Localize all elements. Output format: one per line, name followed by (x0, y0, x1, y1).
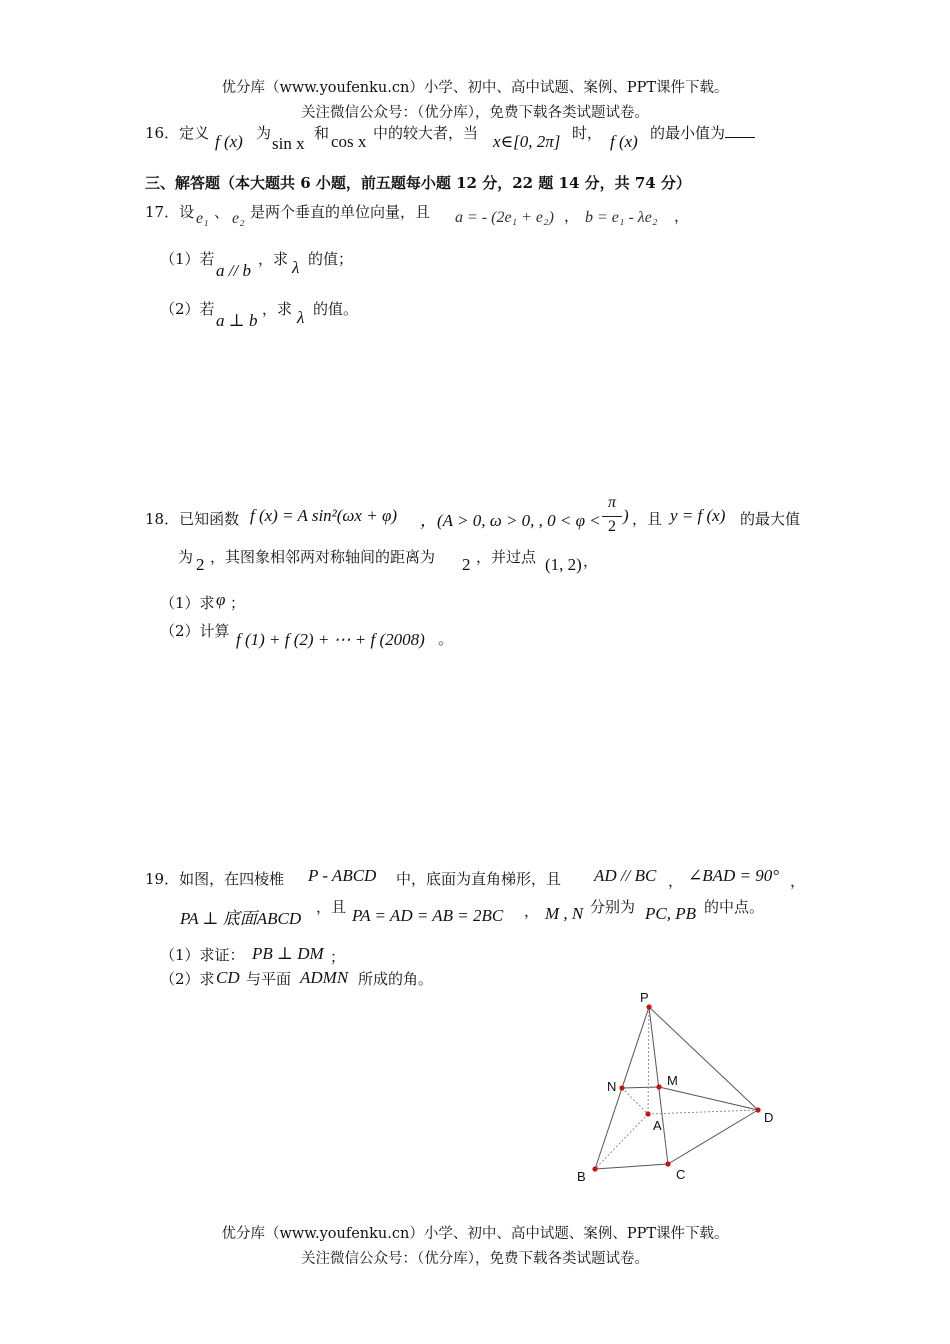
q17-part2-lambda: λ (297, 308, 305, 327)
q19-mn: M , N (545, 904, 584, 923)
point-m (656, 1084, 661, 1089)
q17-part1-end: 的值； (308, 250, 354, 268)
section-3-title: 三、解答题（本大题共 6 小题，前五题每小题 12 分，22 题 14 分，共 74 分） (145, 174, 691, 192)
label-a: A (653, 1118, 662, 1133)
q18-text-wei: 为 (178, 548, 194, 566)
label-b: B (577, 1169, 586, 1184)
q17-part2-cond: a ⊥ b (216, 311, 258, 330)
pyramid-figure (560, 985, 800, 1190)
q18-text-max: 的最大值 (740, 510, 801, 528)
point-c (665, 1161, 670, 1166)
q19-part1-label: （1）求证： (160, 946, 245, 964)
q18-part2-end: 。 (438, 630, 454, 648)
q19-number: 19．如图，在四棱椎 (145, 870, 285, 888)
q17-part2-label: （2）若 (160, 300, 215, 318)
q17-desc: 是两个垂直的单位向量，且 (250, 203, 431, 221)
q19-pyramid: P - ABCD (308, 866, 377, 885)
q16-range: x∈[0, 2π] (493, 132, 561, 151)
point-d (755, 1107, 760, 1112)
q16-fx: f (x) (215, 132, 243, 151)
q16-number: 16．定义 (145, 124, 210, 142)
q19-part2-label: （2）求 (160, 970, 215, 988)
q18-part2-expr: f (1) + f (2) + ⋯ + f (2008) (236, 630, 425, 649)
q18-function: f (x) = A sin²(ωx + φ) (250, 506, 398, 525)
q19-perpendicular: PA ⊥ 底面ABCD (180, 909, 302, 928)
q17-number: 17．设 (145, 203, 195, 221)
footer-line-1: 优分库（www.youfenku.cn）小学、初中、高中试题、案例、PPT课件下载。 (221, 1226, 729, 1242)
q18-text-distance: ，其图象相邻两对称轴间的距离为 (210, 548, 436, 566)
label-c: C (676, 1167, 686, 1182)
q19-part2-plane: ADMN (300, 968, 349, 987)
q16-cosx: cos x (331, 132, 367, 151)
q19-pcpb: PC, PB (645, 904, 696, 923)
q16-sinx: sin x (272, 134, 305, 153)
q19-sep-2: ， (790, 872, 806, 890)
q18-two: 2 (608, 518, 616, 535)
point-n (619, 1085, 624, 1090)
q16-text-mid: 中的较大者，当 (373, 124, 479, 142)
edge-pd (649, 1007, 758, 1110)
q18-number: 18．已知函数 (145, 510, 240, 528)
q17-e2: e₂ (232, 210, 245, 227)
label-p: P (640, 990, 649, 1005)
header-line-1: 优分库（www.youfenku.cn）小学、初中、高中试题、案例、PPT课件下载。 (221, 80, 729, 96)
q17-part2-end: 的值。 (313, 300, 359, 318)
q19-text-qie: ，且 (316, 898, 347, 916)
label-m: M (667, 1073, 678, 1088)
q19-text-fen: 分别为 (590, 898, 636, 916)
header-line-2: 关注微信公众号：（优分库），免费下载各类试题试卷。 (301, 105, 649, 121)
q18-yfx: y = f (x) (670, 506, 726, 525)
q17-sep: ， (564, 207, 580, 225)
point-a (645, 1111, 650, 1116)
q17-sep-2: ， (674, 207, 690, 225)
edge-cd (668, 1110, 758, 1164)
point-b (592, 1166, 597, 1171)
edge-pa-hidden (648, 1007, 649, 1114)
q18-text-qie: ，且 (632, 510, 663, 528)
segment-nm (622, 1087, 659, 1088)
q19-text-1: 中，底面为直角梯形，且 (396, 870, 562, 888)
q17-part1-lambda: λ (292, 258, 300, 277)
q18-part1-end: ； (230, 594, 246, 612)
q18-text-pass: ，并过点 (476, 548, 537, 566)
q18-part1-label: （1）求 (160, 594, 215, 612)
q19-equality: PA = AD = AB = 2BC (352, 906, 504, 925)
q19-part1-expr: PB ⊥ DM (252, 944, 324, 963)
segment-na-hidden (622, 1088, 648, 1114)
q17-part2-mid: ，求 (262, 300, 293, 318)
q19-sep-1: ， (668, 872, 684, 890)
q18-point: (1, 2) (545, 555, 582, 574)
answer-blank (725, 123, 755, 138)
q19-part1-end: ； (330, 948, 346, 966)
q17-part1-label: （1）若 (160, 250, 215, 268)
edge-ab-hidden (595, 1114, 648, 1169)
q17-part1-cond: a // b (216, 261, 251, 280)
q16-text-end (650, 122, 755, 143)
q16-text-he: 和 (314, 124, 330, 142)
q17-e1: e₁ (196, 210, 209, 227)
segment-md (659, 1087, 758, 1110)
label-n: N (607, 1079, 617, 1094)
q19-sep-3: ， (524, 902, 540, 920)
q18-distance-value: 2 (462, 555, 471, 574)
q17-b-expr: b = e₁ - λe₂ (585, 209, 658, 226)
footer-line-2: 关注微信公众号：（优分库），免费下载各类试题试卷。 (301, 1251, 649, 1267)
q17-dun: 、 (214, 203, 230, 221)
q19-angle: ∠BAD = 90° (688, 866, 780, 885)
q17-a-expr: a = - (2e₁ + e₂) (455, 209, 554, 226)
q17-part1-mid: ，求 (258, 250, 289, 268)
q16-end-label: 的最小值为 (650, 124, 726, 142)
label-d: D (764, 1110, 774, 1125)
q18-part1-phi: φ (216, 590, 226, 609)
edge-bc (595, 1164, 668, 1169)
q18-condition-close: ) (623, 506, 629, 525)
q19-parallel: AD // BC (594, 866, 657, 885)
q16-text-wei: 为 (256, 124, 272, 142)
q16-text-shi: 时， (572, 124, 603, 142)
q19-part2-mid: 与平面 (246, 970, 292, 988)
q18-condition-open: ，(A > 0, ω > 0, , 0 < φ < (420, 511, 601, 530)
q18-pi: π (607, 494, 616, 511)
q19-part2-cd: CD (216, 968, 240, 987)
q16-fx-2: f (x) (610, 132, 638, 151)
q18-sep: ， (583, 552, 599, 570)
fraction-bar (602, 516, 622, 517)
q18-part2-label: （2）计算 (160, 622, 230, 640)
q19-part2-end: 所成的角。 (358, 970, 434, 988)
edge-ad-hidden (648, 1110, 758, 1114)
q18-max-value: 2 (196, 555, 205, 574)
point-p (646, 1004, 651, 1009)
q19-text-mid: 的中点。 (704, 898, 765, 916)
